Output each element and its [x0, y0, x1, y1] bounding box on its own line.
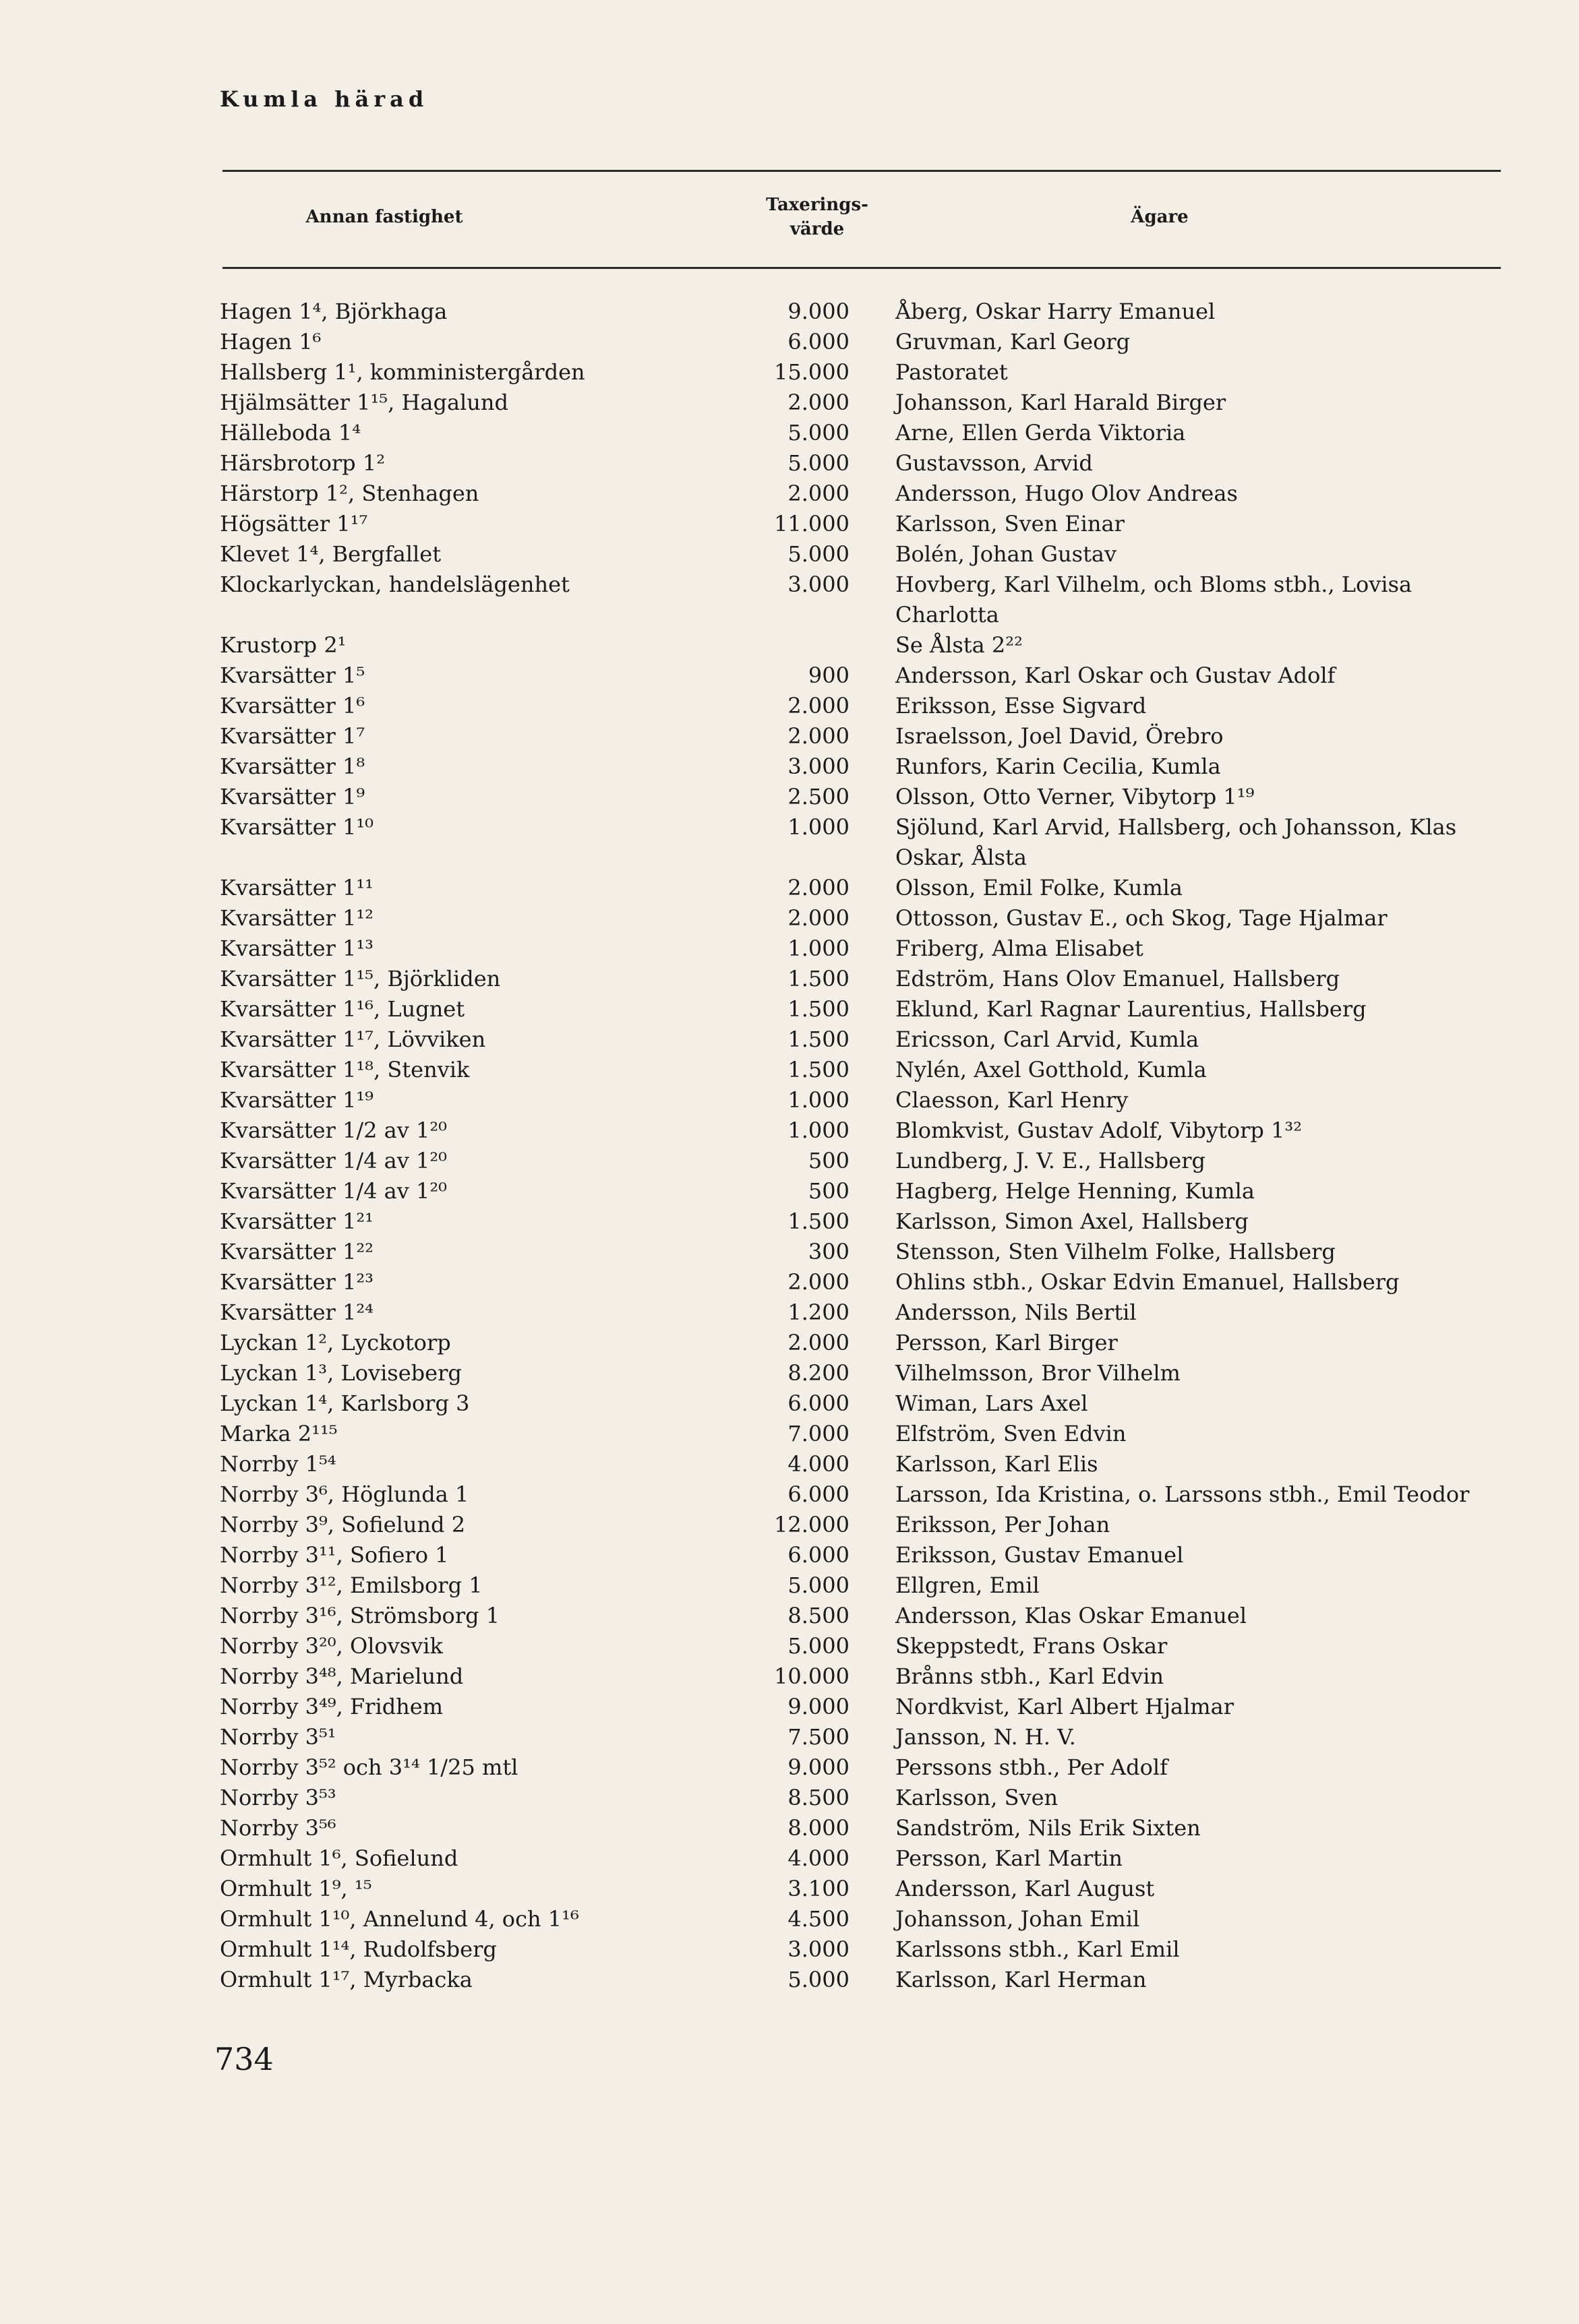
value-cell: 1.500 [787, 1209, 850, 1234]
table-row [0, 934, 1579, 964]
owner-cell: Pastoratet [895, 359, 1008, 385]
property-cell: Härstorp 1², Stenhagen [220, 481, 479, 506]
property-cell: Högsätter 1¹⁷ [220, 511, 368, 537]
column-header-value: Taxerings- värde [766, 195, 868, 239]
owner-cell: Karlsson, Sven Einar [895, 511, 1125, 537]
owner-cell: Lundberg, J. V. E., Hallsberg [895, 1148, 1205, 1173]
table-row [0, 357, 1579, 388]
owner-cell: Ottosson, Gustav E., och Skog, Tage Hjalmar [895, 905, 1388, 931]
property-cell: Hallsberg 1¹, komministergården [220, 359, 585, 385]
owner-cell: Gustavsson, Arvid [895, 450, 1093, 476]
property-cell: Kvarsätter 1/4 av 1²⁰ [220, 1148, 447, 1173]
owner-cell: Edström, Hans Olov Emanuel, Hallsberg [895, 966, 1340, 991]
value-cell: 5.000 [787, 1572, 850, 1598]
header-top-rule [222, 170, 1501, 172]
owner-cell: Johansson, Johan Emil [895, 1906, 1140, 1932]
property-cell: Hälleboda 1⁴ [220, 420, 361, 446]
owner-cell: Brånns stbh., Karl Edvin [895, 1663, 1164, 1689]
value-cell: 4.500 [787, 1906, 850, 1932]
property-cell: Lyckan 1⁴, Karlsborg 3 [220, 1390, 470, 1416]
table-row [0, 691, 1579, 721]
property-cell: Ormhult 1⁹, ¹⁵ [220, 1876, 372, 1901]
table-row [0, 1934, 1579, 1965]
table-row [0, 570, 1579, 630]
value-cell: 2.000 [787, 481, 850, 506]
value-cell: 5.000 [787, 541, 850, 567]
table-row [0, 752, 1579, 782]
table-row [0, 1176, 1579, 1206]
value-cell: 6.000 [787, 1390, 850, 1416]
property-cell: Norrby 3¹⁶, Strömsborg 1 [220, 1603, 500, 1628]
table-row [0, 539, 1579, 570]
table-row [0, 1601, 1579, 1631]
table-row [0, 1813, 1579, 1843]
owner-cell: Ellgren, Emil [895, 1572, 1040, 1598]
owner-cell: Nylén, Axel Gotthold, Kumla [895, 1057, 1207, 1082]
value-cell: 8.500 [787, 1603, 850, 1628]
table-row [0, 1904, 1579, 1934]
property-cell: Kvarsätter 1²² [220, 1239, 374, 1264]
table-row [0, 1722, 1579, 1752]
property-cell: Norrby 3⁵⁶ [220, 1815, 336, 1841]
property-cell: Kvarsätter 1¹⁵, Björkliden [220, 966, 501, 991]
property-cell: Norrby 3⁵² och 3¹⁴ 1/25 mtl [220, 1754, 518, 1780]
property-cell: Hjälmsätter 1¹⁵, Hagalund [220, 390, 508, 415]
value-cell: 10.000 [774, 1663, 850, 1689]
table-row [0, 994, 1579, 1025]
value-cell: 1.500 [787, 1027, 850, 1052]
table-row [0, 1267, 1579, 1297]
property-cell: Norrby 3⁴⁹, Fridhem [220, 1694, 444, 1719]
table-row [0, 964, 1579, 994]
table-row [0, 1661, 1579, 1692]
property-cell: Norrby 3⁶, Höglunda 1 [220, 1481, 469, 1507]
table-row [0, 630, 1579, 661]
value-cell: 2.000 [787, 1330, 850, 1355]
value-cell: 2.000 [787, 1269, 850, 1295]
table-row [0, 721, 1579, 752]
property-cell: Kvarsätter 1²¹ [220, 1209, 374, 1234]
header-bottom-rule [222, 267, 1501, 269]
value-cell: 12.000 [774, 1512, 850, 1537]
property-cell: Kvarsätter 1²³ [220, 1269, 374, 1295]
table-row [0, 1692, 1579, 1722]
table-row [0, 1419, 1579, 1449]
value-cell: 1.500 [787, 1057, 850, 1082]
value-cell: 8.000 [787, 1815, 850, 1841]
owner-cell: Persson, Karl Birger [895, 1330, 1118, 1355]
value-cell: 7.000 [787, 1421, 850, 1446]
owner-cell: Ohlins stbh., Oskar Edvin Emanuel, Hallsberg [895, 1269, 1400, 1295]
table-row [0, 1874, 1579, 1904]
value-cell: 2.000 [787, 723, 850, 749]
value-cell: 8.200 [787, 1360, 850, 1386]
property-cell: Lyckan 1², Lyckotorp [220, 1330, 451, 1355]
property-cell: Norrby 3¹¹, Sofiero 1 [220, 1542, 449, 1568]
table-row [0, 1479, 1579, 1510]
table-row [0, 388, 1579, 418]
owner-cell: Jansson, N. H. V. [895, 1724, 1076, 1750]
table-row [0, 1540, 1579, 1570]
owner-cell: Andersson, Karl Oskar och Gustav Adolf [895, 663, 1336, 688]
table-row [0, 1752, 1579, 1783]
property-cell: Hagen 1⁶ [220, 329, 322, 355]
property-cell: Kvarsätter 1⁶ [220, 693, 365, 718]
value-cell: 900 [808, 663, 850, 688]
owner-cell: Olsson, Emil Folke, Kumla [895, 875, 1183, 900]
table-row [0, 1570, 1579, 1601]
value-cell: 5.000 [787, 420, 850, 446]
property-cell: Kvarsätter 1⁵ [220, 663, 365, 688]
value-cell: 5.000 [787, 1967, 850, 1992]
table-row [0, 509, 1579, 539]
value-cell: 1.000 [787, 1118, 850, 1143]
owner-cell: Hovberg, Karl Vilhelm, och Bloms stbh., Lovisa Charlotta [895, 572, 1412, 628]
value-cell: 3.100 [787, 1876, 850, 1901]
value-cell: 1.000 [787, 936, 850, 961]
table-row [0, 1206, 1579, 1237]
owner-cell: Elfström, Sven Edvin [895, 1421, 1127, 1446]
value-cell: 8.500 [787, 1785, 850, 1810]
value-cell: 2.000 [787, 905, 850, 931]
value-cell: 4.000 [787, 1451, 850, 1477]
table-row [0, 1146, 1579, 1176]
value-cell: 1.500 [787, 966, 850, 991]
value-cell: 1.000 [787, 814, 850, 840]
table-row [0, 903, 1579, 934]
value-cell: 15.000 [774, 359, 850, 385]
owner-cell: Karlssons stbh., Karl Emil [895, 1936, 1180, 1962]
owner-cell: Vilhelmsson, Bror Vilhelm [895, 1360, 1181, 1386]
owner-cell: Bolén, Johan Gustav [895, 541, 1117, 567]
value-cell: 5.000 [787, 1633, 850, 1659]
value-cell: 2.000 [787, 693, 850, 718]
table-row [0, 448, 1579, 479]
owner-cell: Sjölund, Karl Arvid, Hallsberg, och Johansson, Klas Oskar, Ålsta [895, 814, 1457, 870]
owner-cell: Karlsson, Karl Herman [895, 1967, 1147, 1992]
owner-cell: Friberg, Alma Elisabet [895, 936, 1143, 961]
table-row [0, 1631, 1579, 1661]
table-row [0, 661, 1579, 691]
property-cell: Lyckan 1³, Loviseberg [220, 1360, 462, 1386]
owner-cell: Perssons stbh., Per Adolf [895, 1754, 1168, 1780]
property-cell: Ormhult 1¹⁴, Rudolfsberg [220, 1936, 497, 1962]
owner-cell: Skeppstedt, Frans Oskar [895, 1633, 1168, 1659]
value-cell: 2.500 [787, 784, 850, 809]
property-cell: Kvarsätter 1²⁴ [220, 1299, 374, 1325]
property-cell: Kvarsätter 1¹² [220, 905, 374, 931]
owner-cell: Johansson, Karl Harald Birger [895, 390, 1226, 415]
table-row [0, 1237, 1579, 1267]
value-cell: 3.000 [787, 1936, 850, 1962]
value-cell: 300 [808, 1239, 850, 1264]
property-cell: Klockarlyckan, handelslägenhet [220, 572, 570, 597]
value-cell: 1.200 [787, 1299, 850, 1325]
owner-cell: Karlsson, Sven [895, 1785, 1059, 1810]
property-cell: Kvarsätter 1¹¹ [220, 875, 374, 900]
property-cell: Kvarsätter 1¹⁹ [220, 1087, 374, 1113]
table-row [0, 479, 1579, 509]
property-cell: Norrby 3⁴⁸, Marielund [220, 1663, 464, 1689]
owner-cell: Hagberg, Helge Henning, Kumla [895, 1178, 1255, 1204]
owner-cell: Sandström, Nils Erik Sixten [895, 1815, 1201, 1841]
value-cell: 6.000 [787, 1542, 850, 1568]
value-cell: 2.000 [787, 390, 850, 415]
property-cell: Kvarsätter 1/2 av 1²⁰ [220, 1118, 447, 1143]
owner-cell: Persson, Karl Martin [895, 1845, 1123, 1871]
owner-cell: Eklund, Karl Ragnar Laurentius, Hallsberg [895, 996, 1367, 1022]
table-row [0, 1783, 1579, 1813]
property-table [0, 297, 1579, 1995]
value-cell: 9.000 [787, 1694, 850, 1719]
value-cell: 5.000 [787, 450, 850, 476]
property-cell: Kvarsätter 1/4 av 1²⁰ [220, 1178, 447, 1204]
owner-cell: Se Ålsta 2²² [895, 632, 1023, 658]
property-cell: Ormhult 1⁶, Sofielund [220, 1845, 458, 1871]
owner-cell: Claesson, Karl Henry [895, 1087, 1129, 1113]
property-cell: Ormhult 1¹⁷, Myrbacka [220, 1967, 473, 1992]
column-header-owner: Ägare [1131, 207, 1189, 227]
owner-cell: Andersson, Klas Oskar Emanuel [895, 1603, 1247, 1628]
column-header-property: Annan fastighet [305, 207, 463, 227]
table-row [0, 782, 1579, 812]
table-row [0, 1510, 1579, 1540]
owner-cell: Israelsson, Joel David, Örebro [895, 723, 1224, 749]
owner-cell: Eriksson, Per Johan [895, 1512, 1110, 1537]
property-cell: Kvarsätter 1¹⁶, Lugnet [220, 996, 465, 1022]
owner-cell: Karlsson, Simon Axel, Hallsberg [895, 1209, 1249, 1234]
value-cell: 2.000 [787, 875, 850, 900]
property-cell: Norrby 3²⁰, Olovsvik [220, 1633, 443, 1659]
table-row [0, 873, 1579, 903]
page-header-title: Kumla härad [220, 86, 429, 112]
property-cell: Kvarsätter 1¹³ [220, 936, 374, 961]
property-cell: Kvarsätter 1⁸ [220, 754, 365, 779]
owner-cell: Blomkvist, Gustav Adolf, Vibytorp 1³² [895, 1118, 1303, 1143]
table-row [0, 1449, 1579, 1479]
owner-cell: Runfors, Karin Cecilia, Kumla [895, 754, 1221, 779]
property-cell: Marka 2¹¹⁵ [220, 1421, 338, 1446]
table-row [0, 1115, 1579, 1146]
table-row [0, 1358, 1579, 1388]
owner-cell: Andersson, Karl August [895, 1876, 1155, 1901]
table-row [0, 1085, 1579, 1115]
table-row [0, 1328, 1579, 1358]
owner-cell: Gruvman, Karl Georg [895, 329, 1131, 355]
property-cell: Krustorp 2¹ [220, 632, 347, 658]
table-row [0, 1965, 1579, 1995]
value-cell: 1.000 [787, 1087, 850, 1113]
value-cell: 1.500 [787, 996, 850, 1022]
owner-cell: Ericsson, Carl Arvid, Kumla [895, 1027, 1199, 1052]
property-cell: Kvarsätter 1¹⁷, Lövviken [220, 1027, 486, 1052]
property-cell: Norrby 1⁵⁴ [220, 1451, 336, 1477]
owner-cell: Larsson, Ida Kristina, o. Larssons stbh., Emil Teodor [895, 1481, 1470, 1507]
owner-cell: Eriksson, Esse Sigvard [895, 693, 1147, 718]
owner-cell: Åberg, Oskar Harry Emanuel [895, 299, 1216, 324]
value-cell: 11.000 [774, 511, 850, 537]
property-cell: Norrby 3⁵¹ [220, 1724, 336, 1750]
property-cell: Kvarsätter 1⁷ [220, 723, 365, 749]
value-cell: 3.000 [787, 572, 850, 597]
value-cell: 9.000 [787, 299, 850, 324]
page-number: 734 [214, 2041, 274, 2077]
table-row [0, 1055, 1579, 1085]
owner-cell: Andersson, Nils Bertil [895, 1299, 1137, 1325]
value-cell: 4.000 [787, 1845, 850, 1871]
table-row [0, 1388, 1579, 1419]
property-cell: Hagen 1⁴, Björkhaga [220, 299, 448, 324]
property-cell: Norrby 3¹², Emilsborg 1 [220, 1572, 483, 1598]
table-row [0, 297, 1579, 327]
value-cell: 7.500 [787, 1724, 850, 1750]
property-cell: Norrby 3⁵³ [220, 1785, 336, 1810]
property-cell: Härsbrotorp 1² [220, 450, 386, 476]
table-row [0, 1297, 1579, 1328]
property-cell: Klevet 1⁴, Bergfallet [220, 541, 442, 567]
owner-cell: Nordkvist, Karl Albert Hjalmar [895, 1694, 1234, 1719]
property-cell: Kvarsätter 1⁹ [220, 784, 365, 809]
value-cell: 6.000 [787, 329, 850, 355]
property-cell: Ormhult 1¹⁰, Annelund 4, och 1¹⁶ [220, 1906, 579, 1932]
table-row [0, 327, 1579, 357]
owner-cell: Olsson, Otto Verner, Vibytorp 1¹⁹ [895, 784, 1255, 809]
owner-cell: Eriksson, Gustav Emanuel [895, 1542, 1184, 1568]
table-row [0, 812, 1579, 873]
owner-cell: Wiman, Lars Axel [895, 1390, 1088, 1416]
value-cell: 500 [808, 1148, 850, 1173]
property-cell: Kvarsätter 1¹⁰ [220, 814, 374, 840]
owner-cell: Arne, Ellen Gerda Viktoria [895, 420, 1186, 446]
owner-cell: Andersson, Hugo Olov Andreas [895, 481, 1238, 506]
value-cell: 500 [808, 1178, 850, 1204]
value-cell: 6.000 [787, 1481, 850, 1507]
table-row [0, 1843, 1579, 1874]
table-row [0, 1025, 1579, 1055]
value-cell: 3.000 [787, 754, 850, 779]
property-cell: Norrby 3⁹, Sofielund 2 [220, 1512, 466, 1537]
table-row [0, 418, 1579, 448]
value-cell: 9.000 [787, 1754, 850, 1780]
owner-cell: Stensson, Sten Vilhelm Folke, Hallsberg [895, 1239, 1336, 1264]
property-cell: Kvarsätter 1¹⁸, Stenvik [220, 1057, 470, 1082]
owner-cell: Karlsson, Karl Elis [895, 1451, 1098, 1477]
